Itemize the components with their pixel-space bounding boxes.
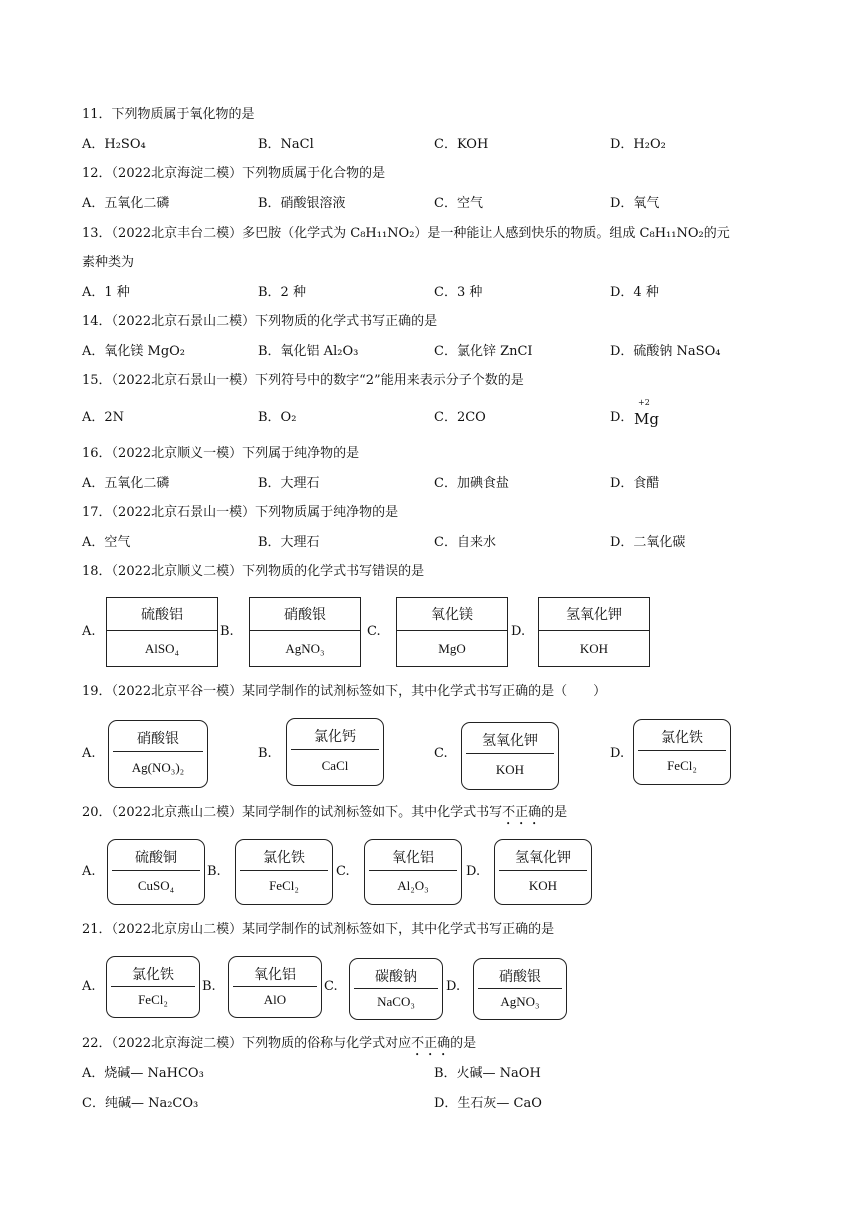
question-16-options [82,475,782,493]
label-name: 氢氧化钾 [539,598,649,631]
option-b[interactable]: B．硝酸银溶液 [258,196,346,211]
label-formula: KOH [528,878,558,893]
option-c[interactable]: C．空气 [434,196,483,211]
option-d[interactable]: D．二氧化碳 [610,535,686,550]
question-17-stem: 17．（2022北京石景山一模）下列物质属于纯净物的是 [82,505,399,520]
option-a-letter[interactable]: A. [82,624,96,639]
option-c-letter[interactable]: C. [324,979,338,994]
label-formula: MgO [438,641,466,656]
question-15-stem: 15．（2022北京石景山一模）下列符号中的数字“2”能用来表示分子个数的是 [82,373,524,388]
label-name: 氧化镁 [397,598,507,631]
reagent-label-b[interactable] [286,718,384,786]
mg-charge: +2 [638,398,650,407]
question-12-options [82,195,782,213]
label-name: 氧化铝 [233,961,317,987]
label-name: 硫酸铜 [112,844,200,871]
reagent-label-a[interactable] [107,839,205,905]
option-c[interactable]: C．2CO [434,410,486,425]
reagent-label-d[interactable] [633,719,731,785]
question-22-options-row1 [82,1065,782,1083]
label-name: 氯化铁 [638,724,726,751]
question-11-stem: 11．下列物质属于氧化物的是 [82,107,255,122]
option-a[interactable]: A．五氧化二磷 [82,476,170,491]
label-name: 氢氧化钾 [466,727,554,754]
label-formula: AlO [263,992,287,1007]
label-name: 硝酸银 [113,725,203,752]
reagent-label-c[interactable] [396,597,508,667]
option-b[interactable]: B．火碱— NaOH [434,1066,541,1081]
question-16-stem: 16．（2022北京顺义一模）下列属于纯净物的是 [82,446,360,461]
option-c[interactable]: C．加碘食盐 [434,476,509,491]
reagent-label-d[interactable] [494,839,592,905]
stem-emphasis: 不正确 [411,1036,451,1051]
reagent-label-a[interactable] [108,720,208,788]
option-b[interactable]: B．O₂ [258,410,297,425]
option-b-letter[interactable]: B. [202,979,216,994]
option-d-letter[interactable]: D. [511,624,526,639]
reagent-label-d[interactable] [473,958,567,1020]
question-12-stem: 12．（2022北京海淀二模）下列物质属于化合物的是 [82,166,386,181]
label-formula: FeCl₂ [667,758,697,773]
label-formula: CuSO₄ [137,878,175,893]
reagent-label-c[interactable] [461,722,559,790]
option-a[interactable]: A．五氧化二磷 [82,196,170,211]
stem-text-end: 的是 [450,1036,477,1051]
option-c[interactable]: C．氯化锌 ZnCI [434,344,533,359]
question-13-stem-line1: 13．（2022北京丰台二模）多巴胺（化学式为 C₈H₁₁NO₂）是一种能让人感到快乐的物质。组成 C₈H₁₁NO₂的元 [82,226,730,241]
option-b[interactable]: B．大理石 [258,476,320,491]
label-name: 氧化铝 [369,844,457,871]
label-name: 硝酸银 [250,598,360,631]
option-a[interactable]: A．空气 [82,535,131,550]
option-c[interactable]: C．自来水 [434,535,496,550]
label-name: 氯化铁 [240,844,328,871]
option-b-letter[interactable]: B. [207,864,221,879]
option-a-letter[interactable]: A. [82,979,96,994]
option-b[interactable]: B．氧化铝 Al₂O₃ [258,344,359,359]
option-c-letter[interactable]: C. [434,746,448,761]
option-d-letter[interactable]: D. [610,746,625,761]
question-15-options [82,398,782,428]
option-d[interactable]: D． [610,410,634,425]
option-c[interactable]: C．纯碱— Na₂CO₃ [82,1096,199,1111]
label-formula: Al₂O₃ [397,878,429,893]
option-d[interactable]: D．氧气 [610,196,660,211]
question-14-stem: 14．（2022北京石景山二模）下列物质的化学式书写正确的是 [82,314,438,329]
option-a[interactable]: A．氧化镁 MgO₂ [82,344,186,359]
question-22-stem [82,1035,476,1059]
stem-text: 20．（2022北京燕山二模）某同学制作的试剂标签如下。其中化学式书写 [82,805,503,820]
label-formula: Ag(NO₃)₂ [131,760,185,775]
label-name: 硫酸铝 [107,598,217,631]
reagent-label-b[interactable] [235,839,333,905]
option-d[interactable]: D．生石灰— CaO [434,1096,542,1111]
question-17-options [82,534,782,552]
label-formula: AlSO₄ [144,641,180,656]
option-a[interactable]: A．烧碱— NaHCO₃ [82,1066,204,1081]
question-13-options [82,284,782,302]
label-formula: AgNO₃ [500,994,540,1009]
question-18-stem: 18．（2022北京顺义二模）下列物质的化学式书写错误的是 [82,564,425,579]
option-c-letter[interactable]: C. [336,864,350,879]
stem-text-end: 的是 [541,805,568,820]
option-b-letter[interactable]: B. [258,746,272,761]
question-14-options [82,343,782,361]
option-a[interactable]: A．H₂SO₄ [82,137,146,152]
question-21-stem: 21．（2022北京房山二模）某同学制作的试剂标签如下，其中化学式书写正确的是 [82,922,555,937]
option-b-letter[interactable]: B. [220,624,234,639]
option-d-letter[interactable]: D. [446,979,461,994]
mg-symbol: Mg [634,410,659,428]
option-d-letter[interactable]: D. [466,864,481,879]
reagent-label-a[interactable] [106,597,218,667]
reagent-label-b[interactable] [228,956,322,1018]
option-a-letter[interactable]: A. [82,864,96,879]
option-c[interactable]: C．3 种 [434,285,483,300]
question-13-stem-line2: 素种类为 [82,255,135,270]
option-b[interactable]: B．NaCl [258,137,314,152]
label-formula: FeCl₂ [269,878,299,893]
reagent-label-a[interactable] [106,956,200,1018]
label-name: 氯化钙 [291,723,379,750]
stem-text: 22．（2022北京海淀二模）下列物质的俗称与化学式对应 [82,1036,412,1051]
option-b[interactable]: B．2 种 [258,285,306,300]
label-formula: KOH [579,641,609,656]
reagent-label-c[interactable] [364,839,462,905]
question-11-options [82,136,782,154]
reagent-label-c[interactable] [349,958,443,1020]
label-name: 碳酸钠 [354,963,438,989]
reagent-label-d[interactable] [538,597,650,667]
option-a[interactable]: A．1 种 [82,285,130,300]
option-a-letter[interactable]: A. [82,746,96,761]
label-formula: AgNO₃ [285,641,325,656]
reagent-label-b[interactable] [249,597,361,667]
question-22-options-row2 [82,1095,782,1113]
option-d[interactable]: D．4 种 [610,285,659,300]
option-d[interactable]: D．硫酸钠 NaSO₄ [610,344,721,359]
option-d[interactable]: D．食醋 [610,476,660,491]
option-b[interactable]: B．大理石 [258,535,320,550]
label-formula: FeCl₂ [138,992,168,1007]
label-formula: KOH [495,762,525,777]
option-c[interactable]: C．KOH [434,137,489,152]
label-formula: NaCO₃ [377,994,415,1009]
label-name: 氯化铁 [111,961,195,987]
stem-emphasis: 不正确 [502,805,542,820]
question-19-stem: 19．（2022北京平谷一模）某同学制作的试剂标签如下，其中化学式书写正确的是（ ） [82,684,607,699]
label-name: 氢氧化钾 [499,844,587,871]
option-c-letter[interactable]: C. [367,624,381,639]
label-formula: CaCl [321,758,349,773]
question-20-stem [82,804,567,828]
label-name: 硝酸银 [478,963,562,989]
option-d[interactable]: D．H₂O₂ [610,137,666,152]
option-a[interactable]: A．2N [82,410,125,425]
